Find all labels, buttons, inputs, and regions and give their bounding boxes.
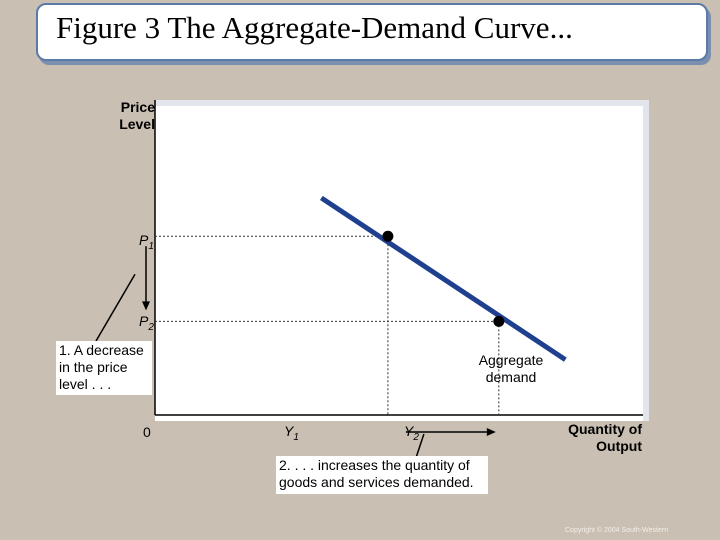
- tick-label-p1: $P_1$: [139, 232, 154, 252]
- equilibrium-point-2: [493, 316, 504, 327]
- copyright-notice: Copyright © 2004 South-Western: [565, 527, 669, 534]
- price-note-line-3: level . . .: [59, 376, 112, 392]
- price-decrease-note: [56, 341, 152, 395]
- origin-label: 0: [143, 424, 151, 440]
- price-note-pointer: [96, 274, 135, 341]
- series-label-line-1: Aggregate: [478, 352, 544, 368]
- y-axis-label-line-1: Price: [120, 99, 155, 115]
- slide-title: Figure 3 The Aggregate-Demand Curve...: [56, 10, 573, 45]
- price-decrease-arrowhead: [142, 301, 150, 310]
- tick-label-y1: $Y_1$: [284, 423, 299, 443]
- tick-label-p2: $P_2$: [139, 313, 154, 333]
- series-label-line-2: demand: [485, 369, 537, 385]
- equilibrium-point-1: [382, 231, 393, 242]
- x-axis-label: [548, 421, 642, 455]
- y-axis-label-line-2: Level: [119, 116, 155, 132]
- price-note-line-1: 1. A decrease: [59, 342, 144, 358]
- y-axis-label: [110, 99, 155, 133]
- aggregate-demand-curve: [321, 198, 565, 360]
- x-axis-label-line-2: Output: [596, 438, 642, 454]
- quantity-increase-note: [276, 456, 488, 494]
- price-note-line-2: in the price: [59, 359, 128, 375]
- quantity-increase-arrowhead: [487, 428, 496, 436]
- quantity-note-line-2: goods and services demanded.: [279, 474, 474, 490]
- x-axis-label-line-1: Quantity of: [568, 421, 642, 437]
- quantity-note-line-1: 2. . . . increases the quantity of: [279, 457, 470, 473]
- series-label-aggregate-demand: [470, 352, 552, 386]
- tick-label-y2: $Y_2$: [404, 423, 419, 443]
